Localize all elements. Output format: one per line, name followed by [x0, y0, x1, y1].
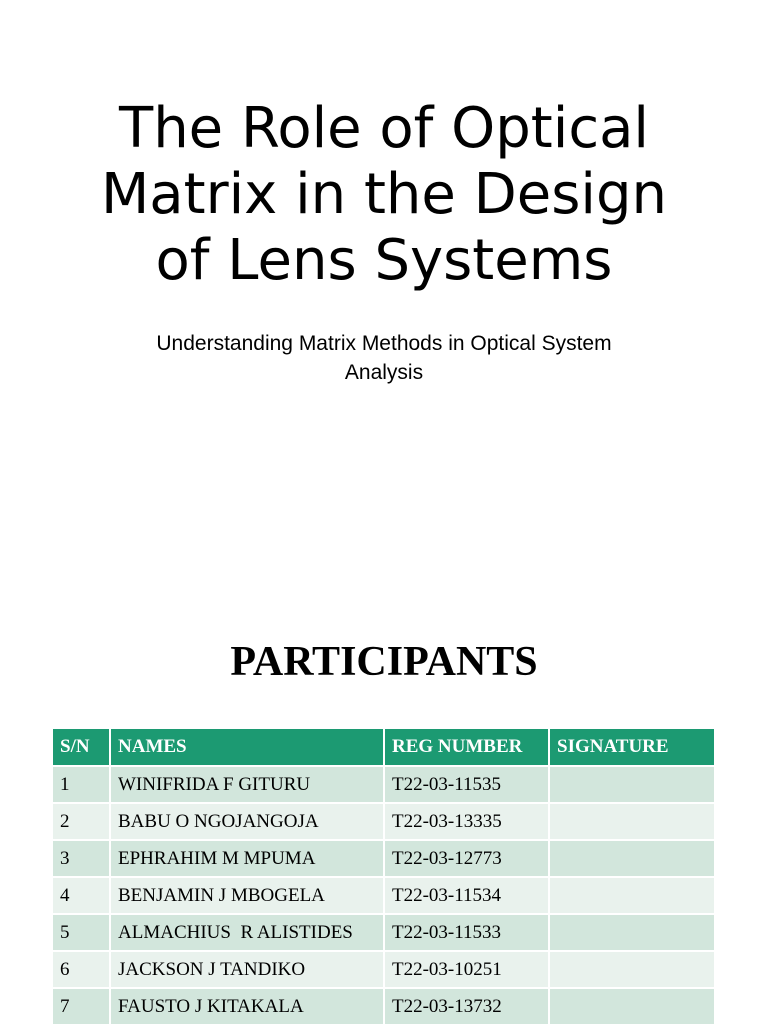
cell-signature	[549, 877, 715, 914]
title-line-1: The Role of Optical	[118, 96, 649, 161]
cell-sn: 2	[53, 803, 110, 840]
subtitle-line-2: Analysis	[344, 361, 424, 384]
title-line-2: Matrix in the Design	[100, 162, 667, 227]
cell-reg-number: T22-03-12773	[384, 840, 549, 877]
participants-table	[53, 729, 716, 1024]
cell-reg-number: T22-03-11533	[384, 914, 549, 951]
cell-sn: 5	[53, 914, 110, 951]
cell-signature	[549, 840, 715, 877]
table-row	[53, 803, 715, 840]
cell-reg-number: T22-03-13732	[384, 988, 549, 1024]
participants-heading: PARTICIPANTS	[230, 639, 538, 685]
cell-name: ALMACHIUS R ALISTIDES	[110, 914, 384, 951]
header-names: NAMES	[110, 729, 384, 766]
cell-sn: 3	[53, 840, 110, 877]
title-line-3: of Lens Systems	[155, 228, 613, 293]
header-signature: SIGNATURE	[549, 729, 715, 766]
cell-signature	[549, 803, 715, 840]
table-row	[53, 951, 715, 988]
table-row	[53, 840, 715, 877]
cell-signature	[549, 766, 715, 803]
table-header-row	[53, 729, 715, 766]
subtitle-line-1: Understanding Matrix Methods in Optical System	[156, 332, 612, 355]
cell-name: WINIFRIDA F GITURU	[110, 766, 384, 803]
cell-reg-number: T22-03-13335	[384, 803, 549, 840]
slide-subtitle	[100, 329, 668, 387]
slide-title	[40, 96, 728, 294]
cell-reg-number: T22-03-11534	[384, 877, 549, 914]
cell-signature	[549, 988, 715, 1024]
cell-name: BABU O NGOJANGOJA	[110, 803, 384, 840]
table-row	[53, 988, 715, 1024]
cell-signature	[549, 951, 715, 988]
cell-reg-number: T22-03-10251	[384, 951, 549, 988]
cell-name: BENJAMIN J MBOGELA	[110, 877, 384, 914]
table-row	[53, 914, 715, 951]
cell-sn: 6	[53, 951, 110, 988]
cell-sn: 1	[53, 766, 110, 803]
cell-reg-number: T22-03-11535	[384, 766, 549, 803]
table-row	[53, 766, 715, 803]
table-row	[53, 877, 715, 914]
cell-sn: 4	[53, 877, 110, 914]
header-reg-number: REG NUMBER	[384, 729, 549, 766]
cell-sn: 7	[53, 988, 110, 1024]
cell-name: EPHRAHIM M MPUMA	[110, 840, 384, 877]
cell-name: FAUSTO J KITAKALA	[110, 988, 384, 1024]
cell-signature	[549, 914, 715, 951]
cell-name: JACKSON J TANDIKO	[110, 951, 384, 988]
header-sn: S/N	[53, 729, 110, 766]
